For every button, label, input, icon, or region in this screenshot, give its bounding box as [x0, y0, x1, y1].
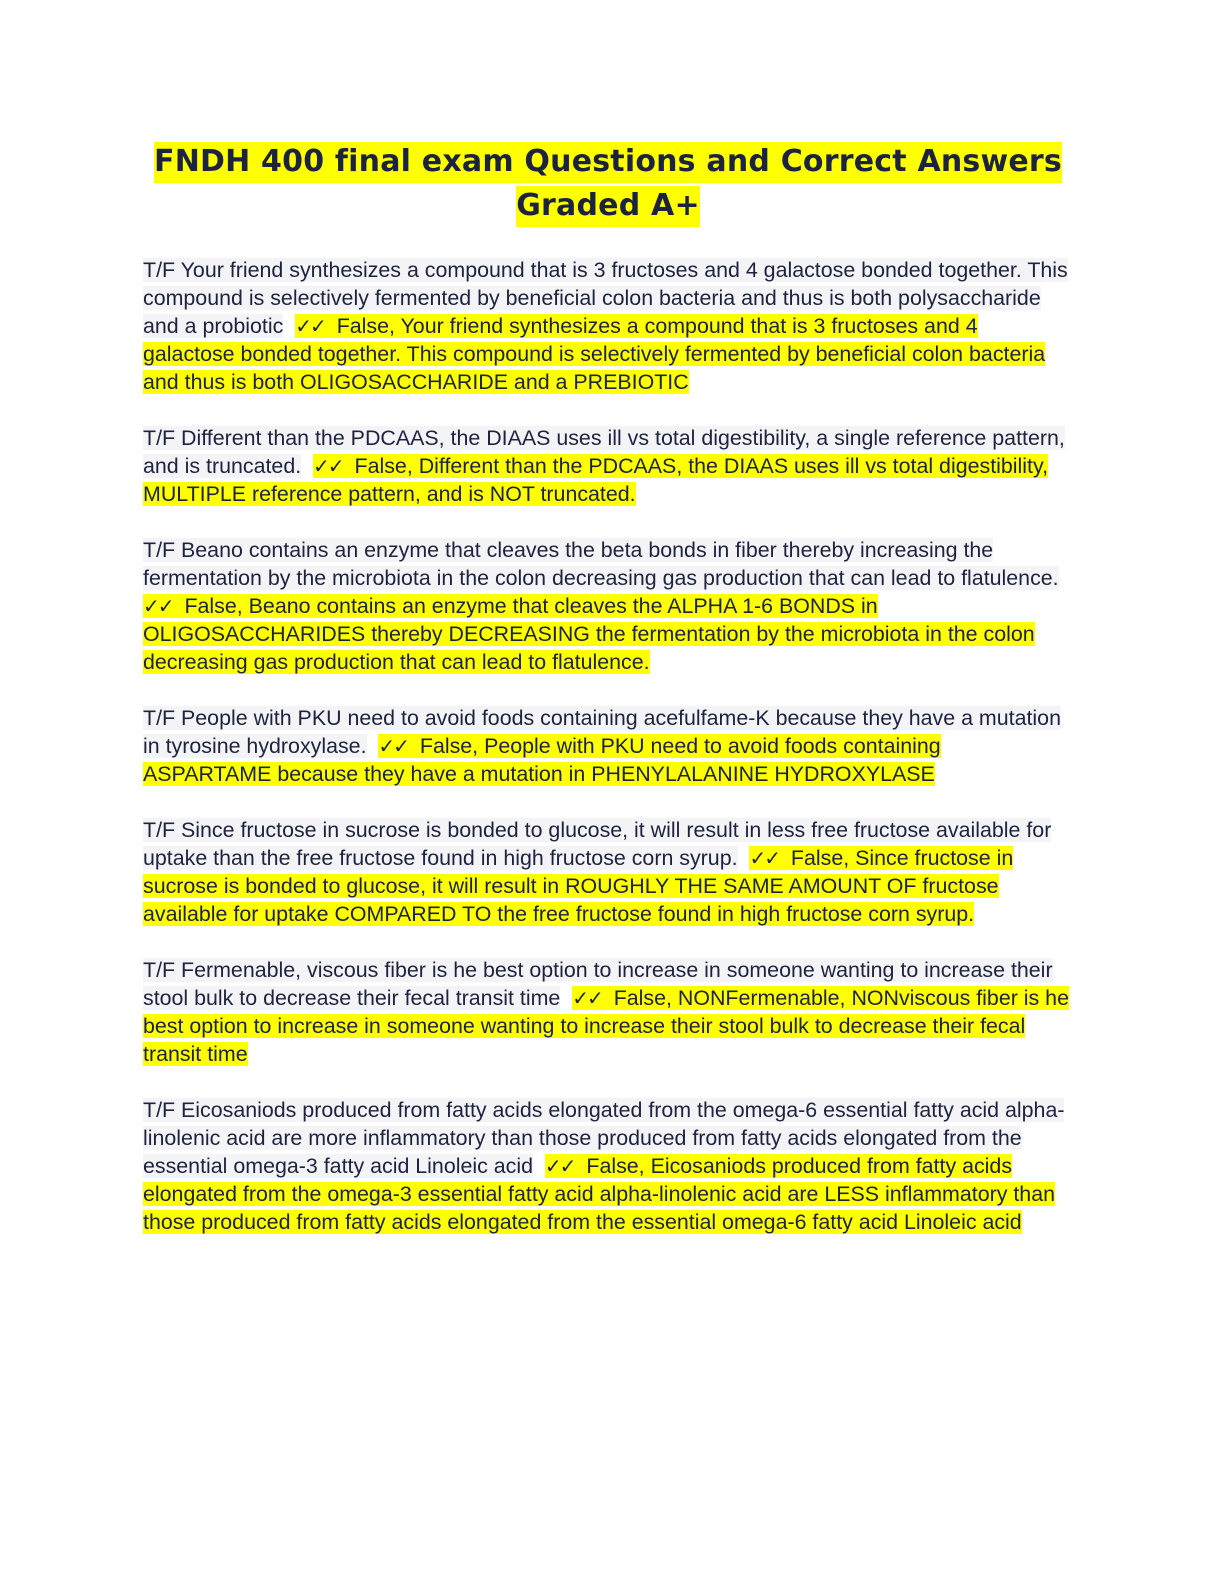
answer-text: False, Since fructose in sucrose is bonded to glucose, it will result in ROUGHLY THE SAME AMOUNT OF fructose available for uptake COMPARED TO the free fructose found in high fructose corn syrup.	[143, 846, 1014, 926]
answer-text: False, NONFermenable, NONviscous fiber is he best option to increase in someone wanting to increase their stool bulk to decrease their fecal transit time	[143, 986, 1069, 1066]
qa-item	[143, 1096, 1073, 1236]
question-text: T/F Beano contains an enzyme that cleaves the beta bonds in fiber thereby increasing the fermentation by the microbiota in the colon decreasing gas production that can lead to flatulence.	[143, 538, 1059, 590]
checkmark-icon: ✓✓	[143, 594, 173, 618]
qa-item	[143, 704, 1073, 788]
question-text: T/F Fermenable, viscous fiber is he best option to increase in someone wanting to increase their stool bulk to decrease their fecal transit time	[143, 958, 1053, 1010]
answer-text: False, Beano contains an enzyme that cleaves the ALPHA 1-6 BONDS in OLIGOSACCHARIDES thereby DECREASING the fermentation by the microbiota in the colon decreasing gas production that can lead to flatulence.	[143, 594, 1035, 674]
checkmark-icon: ✓✓	[378, 734, 408, 758]
title-line-1: FNDH 400 final exam Questions and Correct Answers	[154, 142, 1062, 183]
qa-item	[143, 816, 1073, 928]
answer-text-block	[143, 594, 1035, 674]
qa-item	[143, 424, 1073, 508]
checkmark-icon: ✓✓	[295, 314, 325, 338]
answer-text: False, Your friend synthesizes a compound that is 3 fructoses and 4 galactose bonded together. This compound is selectively fermented by beneficial colon bacteria and thus is both OLIGOSACCHARIDE and a PREBIOTIC	[143, 314, 1046, 394]
answer-text: False, Eicosaniods produced from fatty acids elongated from the omega-3 essential fatty acid alpha-linolenic acid are LESS inflammatory than those produced from fatty acids elongated from the essential omega-6 fatty acid Linoleic acid	[143, 1154, 1055, 1234]
checkmark-icon: ✓✓	[749, 846, 779, 870]
qa-item	[143, 536, 1073, 676]
document-title	[143, 140, 1073, 228]
qa-item	[143, 956, 1073, 1068]
checkmark-icon: ✓✓	[572, 986, 602, 1010]
answer-text: False, People with PKU need to avoid foods containing ASPARTAME because they have a mutation in PHENYLALANINE HYDROXYLASE	[143, 734, 941, 786]
question-text: T/F People with PKU need to avoid foods containing acefulfame-K because they have a mutation in tyrosine hydroxylase.	[143, 706, 1061, 758]
answer-text: False, Different than the PDCAAS, the DIAAS uses ill vs total digestibility, MULTIPLE reference pattern, and is NOT truncated.	[143, 454, 1049, 506]
title-line-2: Graded A+	[516, 186, 700, 227]
question-text: T/F Your friend synthesizes a compound that is 3 fructoses and 4 galactose bonded together. This compound is selectively fermented by beneficial colon bacteria and thus is both polysaccharide and a probiotic	[143, 258, 1068, 338]
question-text: T/F Eicosaniods produced from fatty acids elongated from the omega-6 essential fatty acid alpha-linolenic acid are more inflammatory than those produced from fatty acids elongated from the essential omega-3 fatty acid Linoleic acid	[143, 1098, 1065, 1178]
checkmark-icon: ✓✓	[544, 1154, 575, 1178]
checkmark-icon: ✓✓	[313, 454, 343, 478]
qa-item	[143, 256, 1073, 396]
document-page	[143, 140, 1073, 1264]
question-text: T/F Since fructose in sucrose is bonded to glucose, it will result in less free fructose available for uptake than the free fructose found in high fructose corn syrup.	[143, 818, 1052, 870]
question-text: T/F Different than the PDCAAS, the DIAAS uses ill vs total digestibility, a single reference pattern, and is truncated.	[143, 426, 1065, 478]
